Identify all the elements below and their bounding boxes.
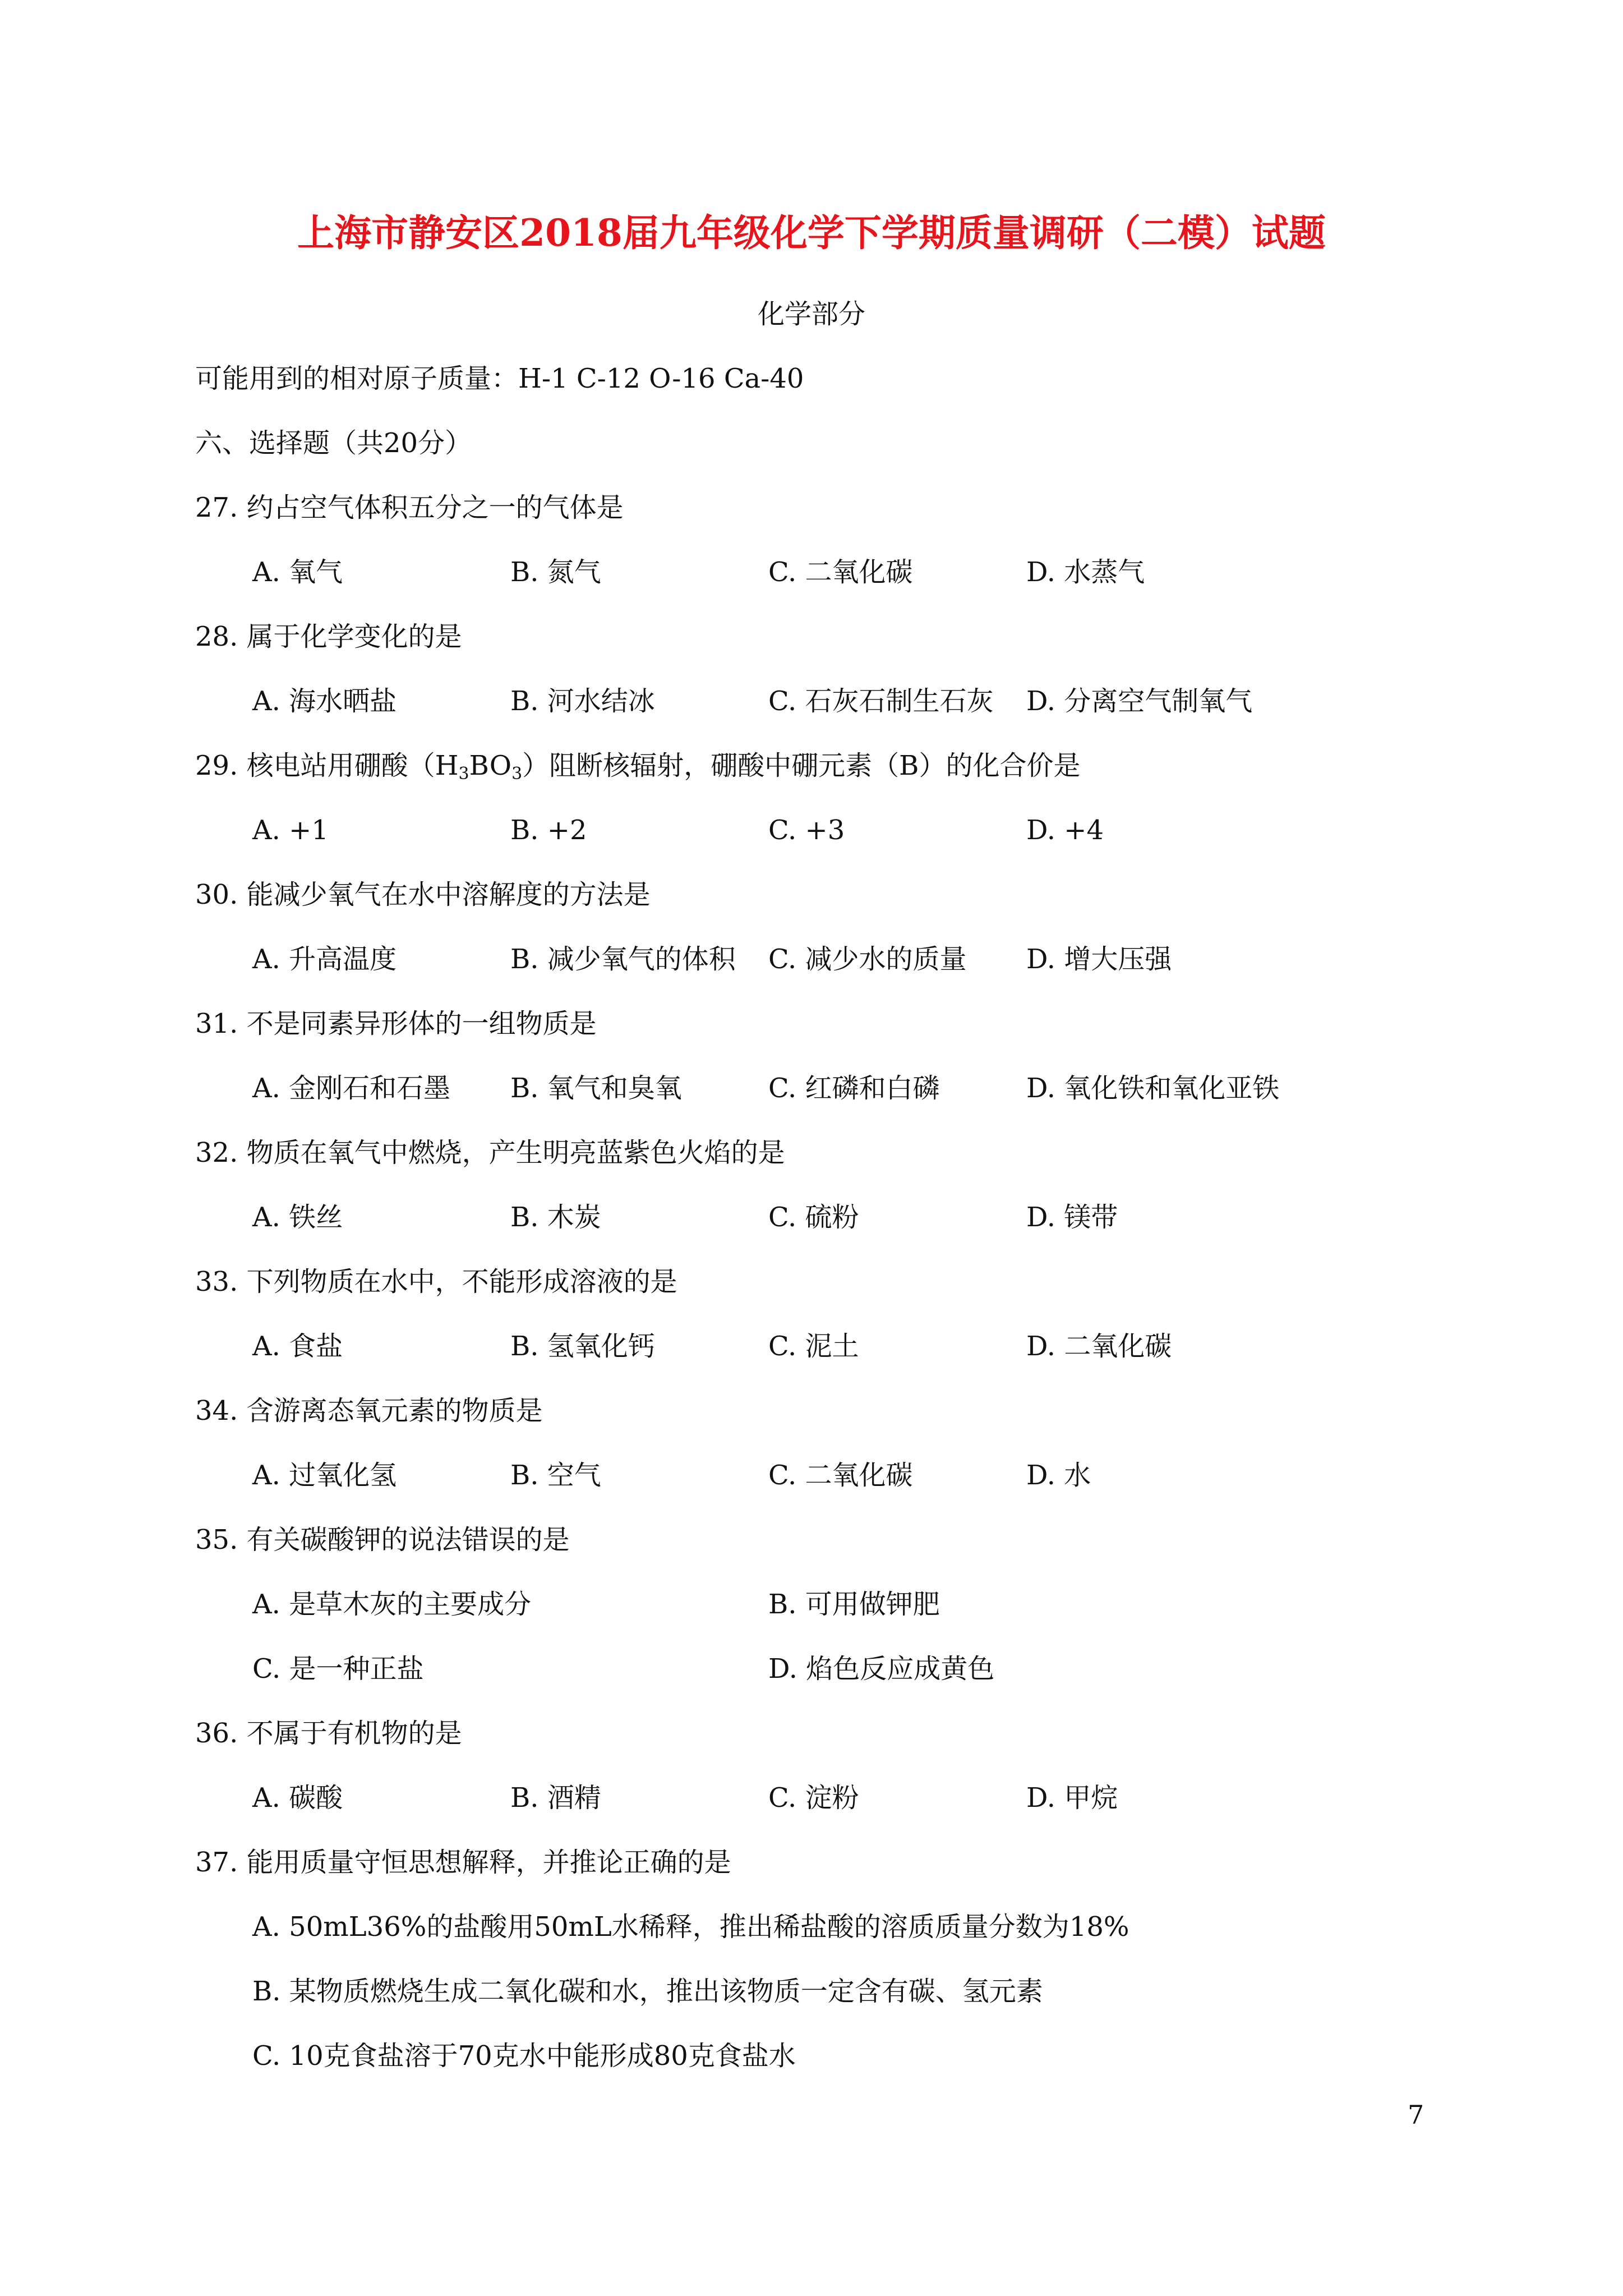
option-c: C. 二氧化碳 xyxy=(768,1460,913,1491)
option-d: D. 增大压强 xyxy=(1026,944,1172,975)
question-33-options xyxy=(252,1324,1486,1369)
option-a: A. 金刚石和石墨 xyxy=(252,1073,451,1104)
option-a: A. 升高温度 xyxy=(252,944,397,975)
page-number: 7 xyxy=(1408,2100,1424,2130)
option-c: C. 二氧化碳 xyxy=(768,556,913,588)
option-d: D. 氧化铁和氧化亚铁 xyxy=(1026,1073,1280,1104)
question-32-options xyxy=(252,1195,1486,1240)
option-a: A. +1 xyxy=(252,815,329,846)
option-a: A. 铁丝 xyxy=(252,1202,343,1233)
option-d: D. 水 xyxy=(1026,1460,1091,1491)
question-36-options xyxy=(252,1775,1486,1820)
question-30-stem: 30. 能减少氧气在水中溶解度的方法是 xyxy=(195,879,651,910)
question-35-stem: 35. 有关碳酸钾的说法错误的是 xyxy=(195,1524,570,1556)
option-c: C. 是一种正盐 xyxy=(252,1653,424,1685)
section-heading: 六、选择题（共20分） xyxy=(195,427,472,459)
option-d: D. 水蒸气 xyxy=(1026,556,1145,588)
option-b: B. 河水结冰 xyxy=(510,685,655,717)
question-37-option-c: C. 10克食盐溶于70克水中能形成80克食盐水 xyxy=(252,2040,796,2072)
option-d: D. 甲烷 xyxy=(1026,1782,1118,1814)
option-c: C. +3 xyxy=(768,815,845,846)
page-subtitle: 化学部分 xyxy=(757,298,865,330)
stem-text: 29. 核电站用硼酸（H xyxy=(195,750,459,781)
option-d: D. 镁带 xyxy=(1026,1202,1118,1233)
option-b: B. 木炭 xyxy=(510,1202,601,1233)
question-35-options-row2 xyxy=(252,1646,1486,1691)
option-c: C. 硫粉 xyxy=(768,1202,859,1233)
option-a: A. 海水晒盐 xyxy=(252,685,397,717)
question-31-options xyxy=(252,1066,1486,1111)
question-36-stem: 36. 不属于有机物的是 xyxy=(195,1718,462,1749)
option-d: D. 焰色反应成黄色 xyxy=(768,1653,995,1685)
question-35-options-row1 xyxy=(252,1582,1486,1627)
option-b: B. 可用做钾肥 xyxy=(768,1589,940,1620)
question-37-option-b: B. 某物质燃烧生成二氧化碳和水，推出该物质一定含有碳、氢元素 xyxy=(252,1976,1043,2007)
option-b: B. +2 xyxy=(510,815,587,846)
question-32-stem: 32. 物质在氧气中燃烧，产生明亮蓝紫色火焰的是 xyxy=(195,1137,785,1168)
question-34-options xyxy=(252,1453,1486,1498)
stem-text: ）阻断核辐射，硼酸中硼元素（B）的化合价是 xyxy=(522,750,1081,781)
question-27-stem: 27. 约占空气体积五分之一的气体是 xyxy=(195,492,624,523)
option-d: D. 二氧化碳 xyxy=(1026,1331,1172,1362)
option-c: C. 红磷和白磷 xyxy=(768,1073,940,1104)
option-a: A. 过氧化氢 xyxy=(252,1460,397,1491)
option-b: B. 酒精 xyxy=(510,1782,601,1814)
option-a: A. 氧气 xyxy=(252,556,343,588)
option-a: A. 碳酸 xyxy=(252,1782,343,1814)
page-title: 上海市静安区2018届九年级化学下学期质量调研（二模）试题 xyxy=(297,211,1326,255)
option-a: A. 是草木灰的主要成分 xyxy=(252,1589,532,1620)
question-30-options xyxy=(252,937,1486,982)
option-d: D. +4 xyxy=(1026,815,1104,846)
option-c: C. 减少水的质量 xyxy=(768,944,967,975)
option-b: B. 氢氧化钙 xyxy=(510,1331,655,1362)
question-27-options xyxy=(252,550,1486,595)
question-34-stem: 34. 含游离态氧元素的物质是 xyxy=(195,1395,543,1427)
stem-text: BO xyxy=(469,750,512,781)
question-37-option-a: A. 50mL36%的盐酸用50mL水稀释，推出稀盐酸的溶质质量分数为18% xyxy=(252,1911,1129,1943)
question-31-stem: 31. 不是同素异形体的一组物质是 xyxy=(195,1008,597,1039)
option-c: C. 石灰石制生石灰 xyxy=(768,685,994,717)
option-c: C. 泥土 xyxy=(768,1331,859,1362)
question-29-stem xyxy=(195,743,1080,788)
option-b: B. 氧气和臭氧 xyxy=(510,1073,682,1104)
option-d: D. 分离空气制氧气 xyxy=(1026,685,1253,717)
question-29-options xyxy=(252,808,1486,853)
option-b: B. 氮气 xyxy=(510,556,601,588)
option-a: A. 食盐 xyxy=(252,1331,343,1362)
option-b: B. 空气 xyxy=(510,1460,601,1491)
subscript: 3 xyxy=(511,764,523,784)
question-28-options xyxy=(252,679,1486,724)
atomic-mass-note: 可能用到的相对原子质量：H-1 C-12 O-16 Ca-40 xyxy=(195,363,804,394)
option-c: C. 淀粉 xyxy=(768,1782,859,1814)
question-33-stem: 33. 下列物质在水中，不能形成溶液的是 xyxy=(195,1266,677,1297)
subscript: 3 xyxy=(458,764,469,784)
option-b: B. 减少氧气的体积 xyxy=(510,944,736,975)
question-28-stem: 28. 属于化学变化的是 xyxy=(195,621,462,652)
question-37-stem: 37. 能用质量守恒思想解释，并推论正确的是 xyxy=(195,1847,731,1878)
